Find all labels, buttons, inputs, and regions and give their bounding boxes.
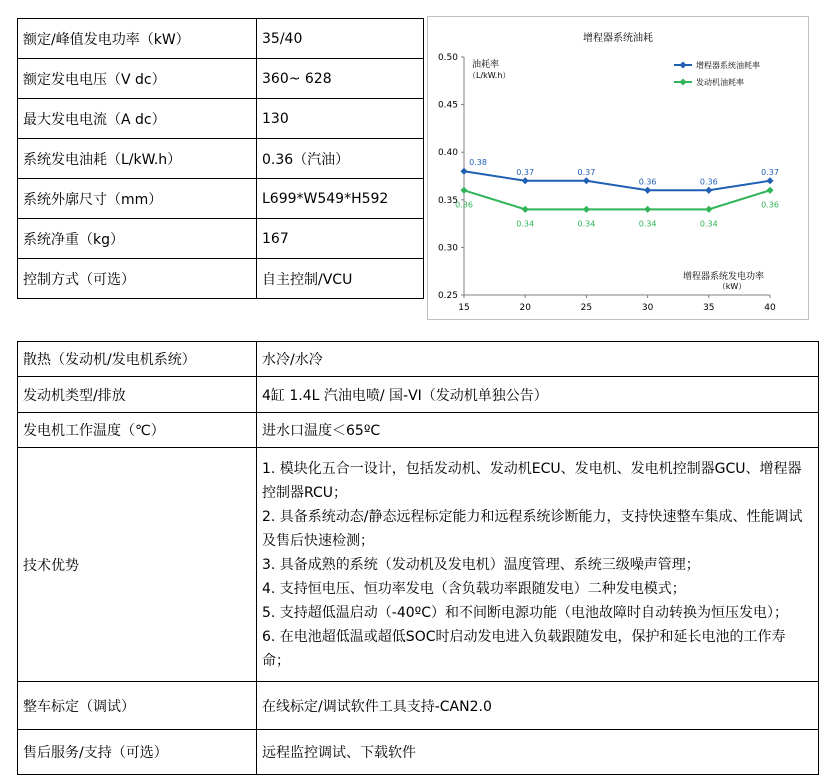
chart-svg <box>428 17 808 319</box>
data-point <box>644 206 651 213</box>
data-point <box>583 177 590 184</box>
spec-value: 水冷/水冷 <box>257 342 819 377</box>
data-point <box>522 206 529 213</box>
x-tick-label: 40 <box>764 303 776 313</box>
table-row <box>18 19 424 59</box>
x-axis-title: 增程器系统发电功率 <box>682 272 764 282</box>
spec-label: 发动机类型/排放 <box>18 377 257 413</box>
x-tick-label: 30 <box>641 303 654 313</box>
data-label: 0.34 <box>699 219 718 229</box>
table-row <box>18 377 819 413</box>
data-label: 0.36 <box>699 177 718 187</box>
spec-value: 在线标定/调试软件工具支持-CAN2.0 <box>257 682 819 730</box>
table-row <box>18 219 424 259</box>
series-line <box>464 190 770 209</box>
spec-value: 4缸 1.4L 汽油电喷/ 国-VI（发动机单独公告） <box>257 377 819 413</box>
y-tick-label: 0.50 <box>437 53 458 63</box>
data-label: 0.34 <box>638 219 657 229</box>
advantage-item: 6. 在电池超低温或超低SOC时启动发电进入负载跟随发电，保护和延长电池的工作寿命； <box>262 628 786 669</box>
data-point <box>766 177 773 184</box>
data-label: 0.37 <box>516 167 535 177</box>
y-tick-label: 0.40 <box>437 148 458 159</box>
spec-label: 散热（发动机/发电机系统） <box>18 342 257 377</box>
advantage-item: 2. 具备系统动态/静态远程标定能力和远程系统诊断能力，支持快速整车集成、性能调试及售后快速检测； <box>262 508 803 549</box>
spec-label: 系统外廓尺寸（mm） <box>18 179 257 219</box>
spec-value: 35/40 <box>257 19 424 59</box>
data-point <box>583 206 590 213</box>
advantage-item: 4. 支持恒电压、恒功率发电（含负载功率跟随发电）二种发电模式； <box>262 580 686 597</box>
spec-value: 360~ 628 <box>257 59 424 99</box>
x-axis-unit: （kW） <box>717 282 747 291</box>
data-point <box>644 187 651 194</box>
data-point <box>460 168 467 175</box>
advantage-item: 1. 模块化五合一设计，包括发动机、发动机ECU、发电机、发电机控制器GCU、增程器控制器RCU； <box>262 460 802 501</box>
spec-label: 系统发电油耗（L/kW.h） <box>18 139 257 179</box>
data-point <box>705 187 712 194</box>
spec-value: 远程监控调试、下载软件 <box>257 730 819 775</box>
spec-value: 167 <box>257 219 424 259</box>
x-tick-label: 20 <box>519 303 531 313</box>
spec-label: 发电机工作温度（℃） <box>18 413 257 448</box>
data-label: 0.38 <box>469 158 487 168</box>
tech-advantages-cell <box>257 448 819 682</box>
spec-value: 130 <box>257 99 424 139</box>
advantage-item: 5. 支持超低温启动（-40ºC）和不间断电源功能（电池故障时自动转换为恒压发电）； <box>262 604 789 621</box>
y-axis-title: 油耗率 <box>472 60 500 70</box>
x-tick-label: 15 <box>458 303 470 313</box>
legend-marker <box>679 61 686 68</box>
spec-label: 系统净重（kg） <box>18 219 257 259</box>
fuel-consumption-chart <box>427 16 809 320</box>
spec-table-bottom <box>17 341 819 775</box>
spec-value: 进水口温度＜65ºC <box>257 413 819 448</box>
table-row <box>18 59 424 99</box>
table-row <box>18 139 424 179</box>
spec-label: 整车标定（调试） <box>18 682 257 730</box>
spec-value: L699*W549*H592 <box>257 179 424 219</box>
y-tick-label: 0.45 <box>437 100 458 111</box>
data-point <box>522 177 529 184</box>
spec-label: 控制方式（可选） <box>18 259 257 299</box>
legend-label: 增程器系统油耗率 <box>696 61 760 70</box>
y-tick-label: 0.30 <box>437 243 458 254</box>
table-row <box>18 448 819 682</box>
data-label: 0.36 <box>638 177 657 187</box>
data-point <box>705 206 712 213</box>
spec-label: 售后服务/支持（可选） <box>18 730 257 775</box>
spec-label: 最大发电电流（A dc） <box>18 99 257 139</box>
legend-label: 发动机油耗率 <box>696 78 744 87</box>
spec-label: 额定发电电压（V dc） <box>18 59 257 99</box>
table-row <box>18 730 819 775</box>
table-row <box>18 259 424 299</box>
legend-marker <box>679 78 686 85</box>
data-label: 0.37 <box>761 167 779 177</box>
table-row <box>18 342 819 377</box>
x-tick-label: 25 <box>580 303 593 313</box>
table-row <box>18 413 819 448</box>
spec-value: 0.36（汽油） <box>257 139 424 179</box>
data-label: 0.34 <box>516 219 535 229</box>
series-line <box>464 171 770 190</box>
data-label: 0.36 <box>761 200 779 210</box>
data-point <box>460 187 467 194</box>
spec-value: 自主控制/VCU <box>257 259 424 299</box>
advantage-item: 3. 具备成熟的系统（发动机及发电机）温度管理、系统三级噪声管理； <box>262 556 700 573</box>
y-axis-unit: （L/kW.h） <box>468 71 511 80</box>
y-tick-label: 0.25 <box>437 291 458 301</box>
chart-title: 增程器系统油耗 <box>583 33 653 44</box>
spec-label: 额定/峰值发电功率（kW） <box>18 19 257 59</box>
data-label: 0.37 <box>577 167 596 177</box>
data-label: 0.36 <box>455 200 473 210</box>
y-tick-label: 0.35 <box>437 195 458 206</box>
table-row <box>18 179 424 219</box>
table-row <box>18 99 424 139</box>
data-label: 0.34 <box>577 219 596 229</box>
table-row <box>18 682 819 730</box>
x-tick-label: 35 <box>703 303 715 313</box>
spec-table-top <box>17 18 424 299</box>
data-point <box>766 187 773 194</box>
spec-label: 技术优势 <box>18 448 257 682</box>
